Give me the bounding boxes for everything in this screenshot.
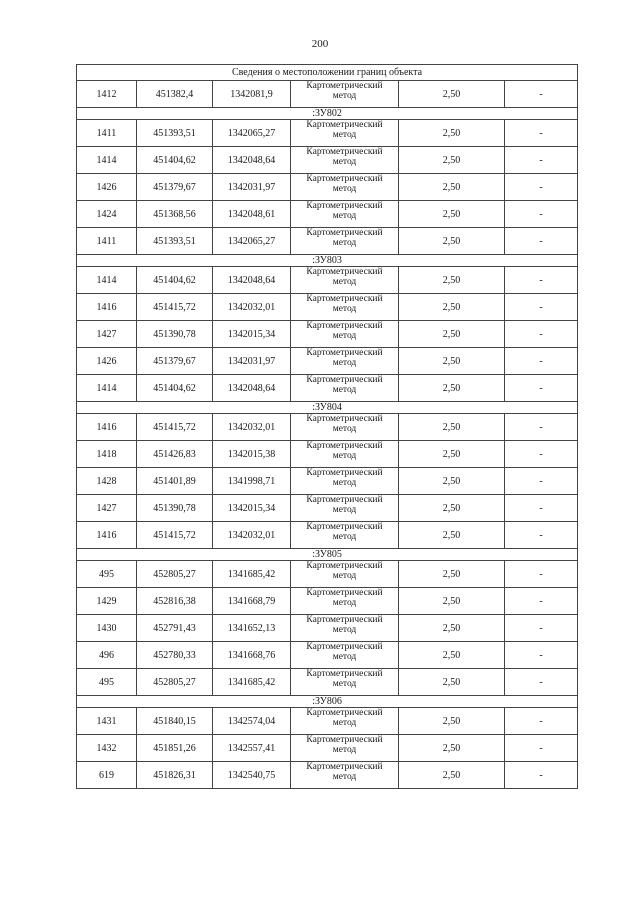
- point-number-cell: 496: [77, 642, 137, 669]
- section-label: :ЗУ803: [77, 255, 578, 267]
- description-cell: -: [505, 120, 578, 147]
- accuracy-cell: 2,50: [399, 735, 505, 762]
- method-text: Картометрический метод: [306, 374, 383, 395]
- table-row: [77, 228, 578, 255]
- accuracy-cell: 2,50: [399, 348, 505, 375]
- page-number: 200: [311, 38, 329, 50]
- accuracy-cell: 2,50: [399, 414, 505, 441]
- method-text: Картометрический метод: [306, 266, 383, 287]
- method-text: Картометрический метод: [306, 146, 383, 167]
- description-cell: -: [505, 642, 578, 669]
- y-coordinate-cell: 1342574,04: [213, 708, 291, 735]
- method-text: Картометрический метод: [306, 668, 383, 689]
- method-cell: [291, 495, 399, 522]
- x-coordinate-cell: 452805,27: [137, 561, 213, 588]
- x-coordinate-cell: 451390,78: [137, 495, 213, 522]
- table-row: [77, 81, 578, 108]
- description-cell: -: [505, 414, 578, 441]
- method-cell: [291, 588, 399, 615]
- method-text: Картометрический метод: [306, 614, 383, 635]
- table-row: [77, 348, 578, 375]
- description-cell: -: [505, 267, 578, 294]
- method-cell: [291, 294, 399, 321]
- y-coordinate-cell: 1341668,79: [213, 588, 291, 615]
- table-row: [77, 294, 578, 321]
- method-text: Картометрический метод: [306, 587, 383, 608]
- point-number-cell: 1424: [77, 201, 137, 228]
- method-text: Картометрический метод: [306, 413, 383, 434]
- description-cell: -: [505, 522, 578, 549]
- method-text: Картометрический метод: [306, 200, 383, 221]
- description-cell: -: [505, 348, 578, 375]
- table-row: [77, 561, 578, 588]
- y-coordinate-cell: 1342065,27: [213, 120, 291, 147]
- method-cell: [291, 120, 399, 147]
- y-coordinate-cell: 1342048,64: [213, 267, 291, 294]
- x-coordinate-cell: 452780,33: [137, 642, 213, 669]
- point-number-cell: 1430: [77, 615, 137, 642]
- method-cell: [291, 441, 399, 468]
- y-coordinate-cell: 1342557,41: [213, 735, 291, 762]
- section-row: [77, 108, 578, 120]
- y-coordinate-cell: 1342031,97: [213, 174, 291, 201]
- accuracy-cell: 2,50: [399, 708, 505, 735]
- method-text: Картометрический метод: [306, 707, 383, 728]
- y-coordinate-cell: 1341685,42: [213, 669, 291, 696]
- table-row: [77, 495, 578, 522]
- method-text: Картометрический метод: [306, 521, 383, 542]
- method-text: Картометрический метод: [306, 320, 383, 341]
- method-cell: [291, 642, 399, 669]
- method-cell: [291, 147, 399, 174]
- method-cell: [291, 414, 399, 441]
- x-coordinate-cell: 451415,72: [137, 294, 213, 321]
- method-cell: [291, 468, 399, 495]
- point-number-cell: 1428: [77, 468, 137, 495]
- description-cell: -: [505, 441, 578, 468]
- method-text: Картометрический метод: [306, 119, 383, 140]
- method-text: Картометрический метод: [306, 734, 383, 755]
- table-row: [77, 321, 578, 348]
- method-text: Картометрический метод: [306, 227, 383, 248]
- y-coordinate-cell: 1341998,71: [213, 468, 291, 495]
- x-coordinate-cell: 451415,72: [137, 414, 213, 441]
- section-label: :ЗУ805: [77, 549, 578, 561]
- accuracy-cell: 2,50: [399, 522, 505, 549]
- x-coordinate-cell: 451401,89: [137, 468, 213, 495]
- table-row: [77, 147, 578, 174]
- method-cell: [291, 735, 399, 762]
- description-cell: -: [505, 228, 578, 255]
- description-cell: -: [505, 174, 578, 201]
- x-coordinate-cell: 452816,38: [137, 588, 213, 615]
- accuracy-cell: 2,50: [399, 762, 505, 789]
- section-row: [77, 549, 578, 561]
- boundary-coordinates-table: [76, 64, 578, 789]
- description-cell: -: [505, 201, 578, 228]
- x-coordinate-cell: 451393,51: [137, 228, 213, 255]
- point-number-cell: 1412: [77, 81, 137, 108]
- x-coordinate-cell: 451415,72: [137, 522, 213, 549]
- description-cell: -: [505, 375, 578, 402]
- point-number-cell: 1414: [77, 375, 137, 402]
- table-row: [77, 522, 578, 549]
- point-number-cell: 1429: [77, 588, 137, 615]
- table-row: [77, 468, 578, 495]
- section-label: :ЗУ806: [77, 696, 578, 708]
- method-text: Картометрический метод: [306, 560, 383, 581]
- table-row: [77, 414, 578, 441]
- accuracy-cell: 2,50: [399, 267, 505, 294]
- point-number-cell: 1416: [77, 414, 137, 441]
- table-row: [77, 375, 578, 402]
- point-number-cell: 1416: [77, 294, 137, 321]
- y-coordinate-cell: 1342081,9: [213, 81, 291, 108]
- table-row: [77, 267, 578, 294]
- y-coordinate-cell: 1342048,61: [213, 201, 291, 228]
- method-cell: [291, 669, 399, 696]
- y-coordinate-cell: 1342015,38: [213, 441, 291, 468]
- description-cell: -: [505, 294, 578, 321]
- accuracy-cell: 2,50: [399, 81, 505, 108]
- method-cell: [291, 81, 399, 108]
- y-coordinate-cell: 1342540,75: [213, 762, 291, 789]
- point-number-cell: 1426: [77, 174, 137, 201]
- y-coordinate-cell: 1341685,42: [213, 561, 291, 588]
- x-coordinate-cell: 451390,78: [137, 321, 213, 348]
- method-text: Картометрический метод: [306, 467, 383, 488]
- accuracy-cell: 2,50: [399, 174, 505, 201]
- method-cell: [291, 522, 399, 549]
- y-coordinate-cell: 1341652,13: [213, 615, 291, 642]
- y-coordinate-cell: 1342032,01: [213, 414, 291, 441]
- method-text: Картометрический метод: [306, 80, 383, 101]
- accuracy-cell: 2,50: [399, 561, 505, 588]
- point-number-cell: 1416: [77, 522, 137, 549]
- y-coordinate-cell: 1342032,01: [213, 294, 291, 321]
- y-coordinate-cell: 1342015,34: [213, 495, 291, 522]
- accuracy-cell: 2,50: [399, 147, 505, 174]
- table-row: [77, 762, 578, 789]
- method-text: Картометрический метод: [306, 173, 383, 194]
- description-cell: -: [505, 762, 578, 789]
- point-number-cell: 1411: [77, 120, 137, 147]
- accuracy-cell: 2,50: [399, 468, 505, 495]
- y-coordinate-cell: 1342015,34: [213, 321, 291, 348]
- y-coordinate-cell: 1342048,64: [213, 375, 291, 402]
- point-number-cell: 495: [77, 561, 137, 588]
- method-cell: [291, 615, 399, 642]
- point-number-cell: 619: [77, 762, 137, 789]
- method-cell: [291, 201, 399, 228]
- point-number-cell: 1414: [77, 147, 137, 174]
- table-header: Сведения о местоположении границ объекта: [77, 65, 578, 81]
- y-coordinate-cell: 1341668,76: [213, 642, 291, 669]
- table-row: [77, 708, 578, 735]
- accuracy-cell: 2,50: [399, 615, 505, 642]
- point-number-cell: 1426: [77, 348, 137, 375]
- method-text: Картометрический метод: [306, 761, 383, 782]
- y-coordinate-cell: 1342031,97: [213, 348, 291, 375]
- accuracy-cell: 2,50: [399, 669, 505, 696]
- table-row: [77, 642, 578, 669]
- x-coordinate-cell: 451404,62: [137, 147, 213, 174]
- section-label: :ЗУ802: [77, 108, 578, 120]
- accuracy-cell: 2,50: [399, 294, 505, 321]
- accuracy-cell: 2,50: [399, 375, 505, 402]
- accuracy-cell: 2,50: [399, 201, 505, 228]
- table-row: [77, 669, 578, 696]
- point-number-cell: 1411: [77, 228, 137, 255]
- table-header-row: [77, 65, 578, 81]
- x-coordinate-cell: 451404,62: [137, 267, 213, 294]
- method-cell: [291, 561, 399, 588]
- method-text: Картометрический метод: [306, 440, 383, 461]
- y-coordinate-cell: 1342032,01: [213, 522, 291, 549]
- table-row: [77, 174, 578, 201]
- x-coordinate-cell: 451840,15: [137, 708, 213, 735]
- x-coordinate-cell: 451404,62: [137, 375, 213, 402]
- point-number-cell: 1427: [77, 495, 137, 522]
- method-cell: [291, 762, 399, 789]
- description-cell: -: [505, 468, 578, 495]
- method-text: Картометрический метод: [306, 494, 383, 515]
- method-cell: [291, 174, 399, 201]
- description-cell: -: [505, 588, 578, 615]
- x-coordinate-cell: 451393,51: [137, 120, 213, 147]
- description-cell: -: [505, 321, 578, 348]
- accuracy-cell: 2,50: [399, 441, 505, 468]
- method-cell: [291, 708, 399, 735]
- section-row: [77, 402, 578, 414]
- accuracy-cell: 2,50: [399, 588, 505, 615]
- description-cell: -: [505, 81, 578, 108]
- description-cell: -: [505, 495, 578, 522]
- accuracy-cell: 2,50: [399, 642, 505, 669]
- section-label: :ЗУ804: [77, 402, 578, 414]
- x-coordinate-cell: 451382,4: [137, 81, 213, 108]
- x-coordinate-cell: 452805,27: [137, 669, 213, 696]
- method-text: Картометрический метод: [306, 347, 383, 368]
- table-row: [77, 735, 578, 762]
- table-row: [77, 201, 578, 228]
- y-coordinate-cell: 1342065,27: [213, 228, 291, 255]
- x-coordinate-cell: 451851,26: [137, 735, 213, 762]
- x-coordinate-cell: 452791,43: [137, 615, 213, 642]
- x-coordinate-cell: 451379,67: [137, 348, 213, 375]
- section-row: [77, 696, 578, 708]
- table-row: [77, 120, 578, 147]
- point-number-cell: 1431: [77, 708, 137, 735]
- description-cell: -: [505, 561, 578, 588]
- table-row: [77, 441, 578, 468]
- accuracy-cell: 2,50: [399, 120, 505, 147]
- section-row: [77, 255, 578, 267]
- method-text: Картометрический метод: [306, 641, 383, 662]
- method-cell: [291, 321, 399, 348]
- point-number-cell: 1432: [77, 735, 137, 762]
- x-coordinate-cell: 451379,67: [137, 174, 213, 201]
- point-number-cell: 1427: [77, 321, 137, 348]
- point-number-cell: 1418: [77, 441, 137, 468]
- accuracy-cell: 2,50: [399, 228, 505, 255]
- table-row: [77, 588, 578, 615]
- description-cell: -: [505, 735, 578, 762]
- method-cell: [291, 375, 399, 402]
- description-cell: -: [505, 708, 578, 735]
- x-coordinate-cell: 451368,56: [137, 201, 213, 228]
- method-text: Картометрический метод: [306, 293, 383, 314]
- method-cell: [291, 267, 399, 294]
- description-cell: -: [505, 615, 578, 642]
- x-coordinate-cell: 451426,83: [137, 441, 213, 468]
- method-cell: [291, 228, 399, 255]
- y-coordinate-cell: 1342048,64: [213, 147, 291, 174]
- description-cell: -: [505, 147, 578, 174]
- point-number-cell: 1414: [77, 267, 137, 294]
- accuracy-cell: 2,50: [399, 495, 505, 522]
- description-cell: -: [505, 669, 578, 696]
- point-number-cell: 495: [77, 669, 137, 696]
- table-row: [77, 615, 578, 642]
- accuracy-cell: 2,50: [399, 321, 505, 348]
- x-coordinate-cell: 451826,31: [137, 762, 213, 789]
- method-cell: [291, 348, 399, 375]
